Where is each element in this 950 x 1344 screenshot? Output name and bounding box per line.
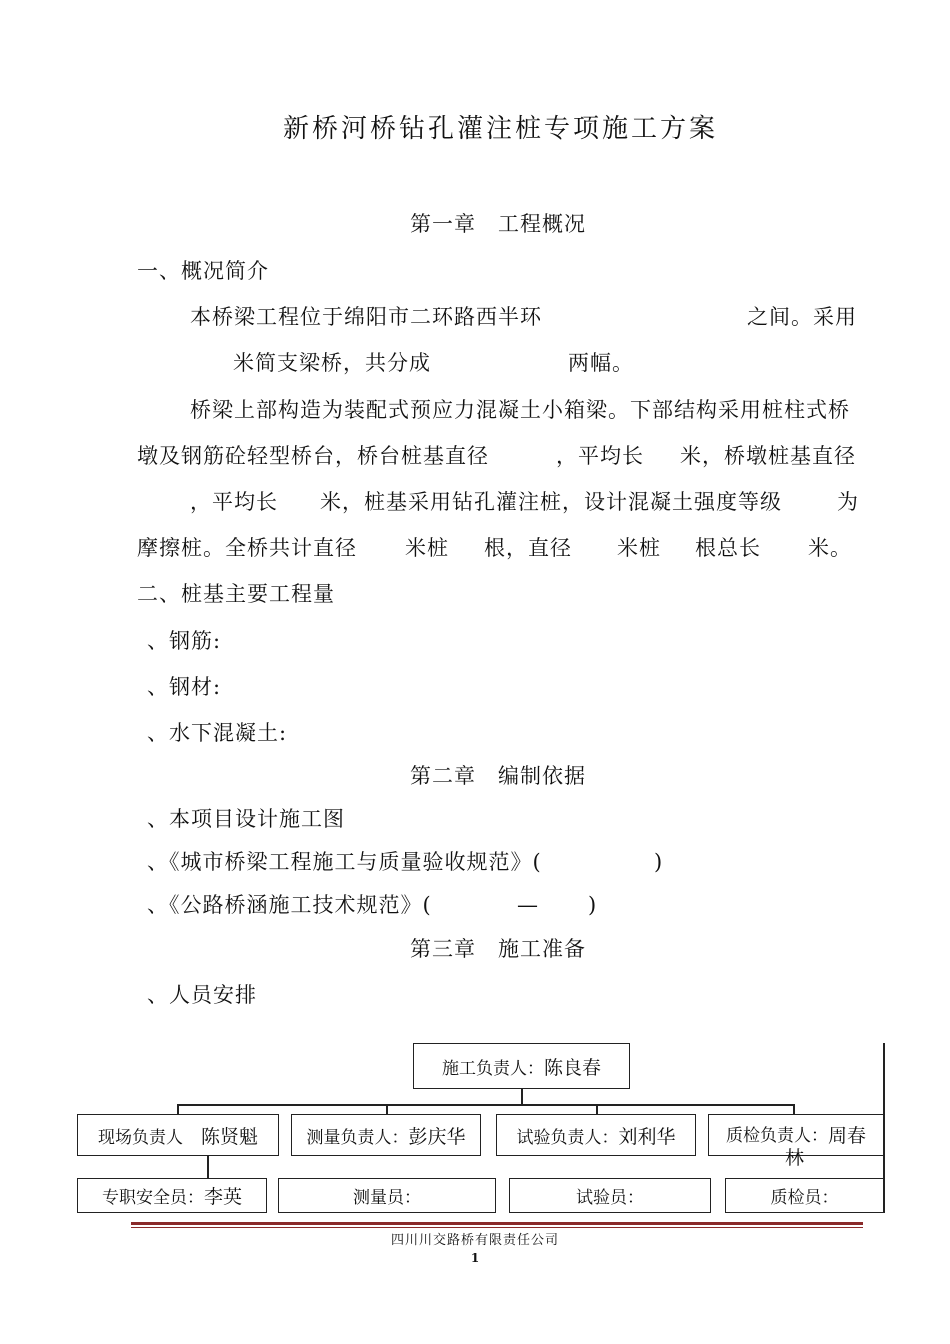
org-connector xyxy=(177,1104,179,1114)
org-role-label: 测量员： xyxy=(353,1188,421,1208)
footer-company-name: 四川川交路桥有限责任公司 xyxy=(390,1233,559,1248)
org-box-surveyor xyxy=(278,1178,496,1213)
para2-line1: 桥梁上部构造为装配式预应力混凝土小箱梁。下部结构采用桩柱式桥 xyxy=(190,398,850,422)
org-connector xyxy=(521,1089,523,1104)
chapter1-heading: 第一章 工程概况 xyxy=(410,212,586,236)
para2-line4-e: 根总长 xyxy=(695,536,761,560)
para2-line4-b: 米桩 xyxy=(405,536,449,560)
basis-item-drawings: 、本项目设计施工图 xyxy=(147,807,345,831)
org-person-name: 李英 xyxy=(203,1186,242,1208)
para2-line2-b: ，平均长 xyxy=(556,444,644,468)
chapter3-heading: 第三章 施工准备 xyxy=(410,937,586,961)
para2-line4-f: 米。 xyxy=(808,536,852,560)
org-role-label: 试验员： xyxy=(576,1188,644,1208)
para2-line3-a: ，平均长 xyxy=(190,490,278,514)
basis-item-city-bridge-code-close: ) xyxy=(654,850,664,874)
basis-item-highway-code-close: ) xyxy=(588,893,598,917)
org-person-name: 周春 xyxy=(827,1125,866,1147)
basis-item-highway-code: 、《公路桥涵施工技术规范》( xyxy=(147,893,432,917)
para1-text-b: 之间。采用 xyxy=(747,305,857,329)
org-person-name: 陈贤魁 xyxy=(200,1125,258,1148)
org-connector xyxy=(177,1104,793,1106)
para1-text-a: 本桥梁工程位于绵阳市二环路西半环 xyxy=(190,305,542,329)
org-role-label: 质检负责人： xyxy=(725,1126,828,1146)
org-role-label: 试验负责人： xyxy=(516,1127,619,1148)
org-person-name: 陈良春 xyxy=(543,1056,601,1079)
quantity-item-steel: 、钢材: xyxy=(147,675,222,699)
para2-line4-d: 米桩 xyxy=(617,536,661,560)
quantity-item-concrete: 、水下混凝土: xyxy=(147,721,288,745)
org-connector xyxy=(386,1104,388,1114)
org-connector xyxy=(793,1104,795,1114)
basis-item-city-bridge-code: 、《城市桥梁工程施工与质量验收规范》( xyxy=(147,850,542,874)
para2-line2-c: 米，桥墩桩基直径 xyxy=(680,444,856,468)
org-role-label: 专职安全员： xyxy=(101,1188,204,1208)
para2-line2-a: 墩及钢筋砼轻型桥台，桥台桩基直径 xyxy=(137,444,489,468)
org-box-site-lead xyxy=(77,1114,279,1156)
org-box-quality-inspector xyxy=(725,1178,884,1213)
page-number: 1 xyxy=(470,1251,480,1265)
quantity-item-steel-bar: 、钢筋: xyxy=(147,629,222,653)
para1-text-c: 米简支梁桥，共分成 xyxy=(233,351,431,375)
org-connector xyxy=(207,1156,209,1178)
para2-line4-a: 摩擦桩。全桥共计直径 xyxy=(137,536,357,560)
org-role-label: 质检员： xyxy=(770,1188,839,1208)
para2-line3-b: 米，桩基采用钻孔灌注桩，设计混凝土强度等级 xyxy=(320,490,782,514)
preparation-item-personnel: 、人员安排 xyxy=(147,983,257,1007)
chapter2-heading: 第二章 编制依据 xyxy=(410,764,586,788)
org-connector xyxy=(596,1104,598,1114)
para2-line3-c: 为 xyxy=(837,490,859,514)
org-box-tester xyxy=(509,1178,711,1213)
org-box-safety-officer xyxy=(77,1178,267,1213)
org-person-name: 刘利华 xyxy=(618,1125,676,1148)
para2-line4-c: 根，直径 xyxy=(484,536,572,560)
org-role-label: 施工负责人： xyxy=(441,1058,544,1079)
org-role-label: 测量负责人： xyxy=(306,1127,409,1148)
document-title: 新桥河桥钻孔灌注桩专项施工方案 xyxy=(283,114,719,144)
section1-heading: 一、概况简介 xyxy=(137,259,269,283)
org-box-test-lead xyxy=(496,1114,696,1156)
org-role-label: 现场负责人 xyxy=(97,1127,183,1148)
footer-rule-thin xyxy=(131,1227,863,1228)
org-box-survey-lead xyxy=(291,1114,481,1156)
org-box-construction-lead xyxy=(413,1043,630,1089)
basis-item-highway-code-dash: — xyxy=(517,893,539,917)
footer-rule xyxy=(131,1222,863,1225)
org-person-name: 彭庆华 xyxy=(408,1125,466,1148)
para1-text-d: 两幅。 xyxy=(568,351,634,375)
org-person-name-overflow: 林 xyxy=(785,1147,806,1169)
section2-heading: 二、桩基主要工程量 xyxy=(137,582,335,606)
